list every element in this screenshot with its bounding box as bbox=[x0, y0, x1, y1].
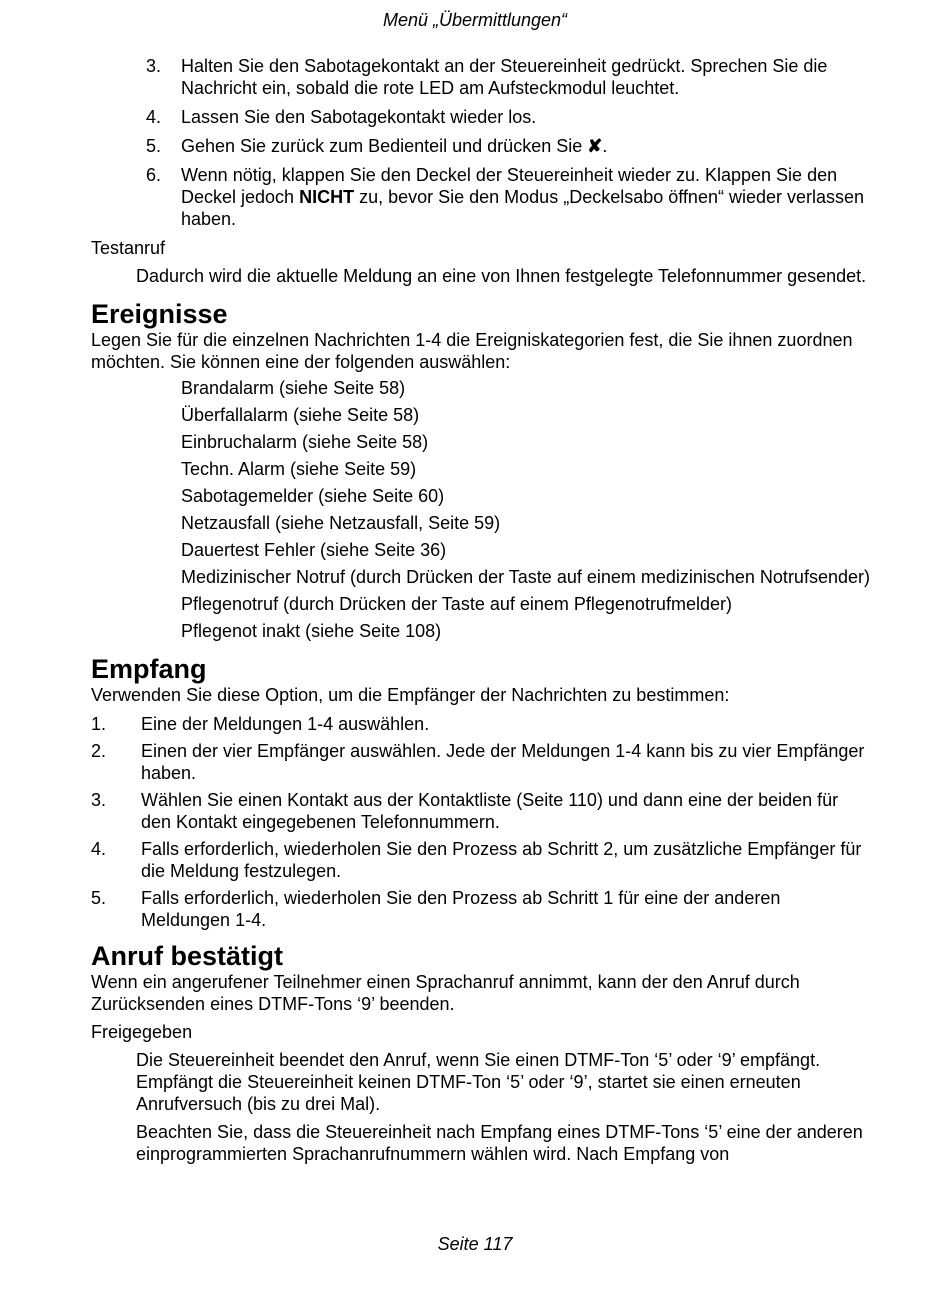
list-item: Brandalarm (siehe Seite 58) bbox=[181, 378, 406, 398]
step-text: Lassen Sie den Sabotagekontakt wieder los. bbox=[181, 107, 537, 127]
step-text: Gehen Sie zurück zum Bedienteil und drücken Sie bbox=[181, 136, 588, 156]
list-item bbox=[91, 887, 871, 931]
step-number: 5. bbox=[91, 888, 107, 908]
list-item: Pflegenot inakt (siehe Seite 108) bbox=[181, 621, 442, 641]
step-text-end: . bbox=[602, 136, 608, 156]
list-item: Medizinischer Notruf (durch Drücken der Taste auf einem medizinischen Notrufsender) bbox=[181, 567, 870, 587]
testanruf-description: Dadurch wird die aktuelle Meldung an eine von Ihnen festgelegte Telefonnummer gesendet. bbox=[136, 266, 867, 286]
step-text: Falls erforderlich, wiederholen Sie den Prozess ab Schritt 2, um zusätzliche Empfänger für die Meldung festzulegen. bbox=[141, 839, 862, 881]
page-footer: Seite 117 bbox=[437, 1234, 513, 1254]
list-item bbox=[91, 106, 871, 128]
heading-anruf-bestaetigt: Anruf bestätigt bbox=[91, 941, 283, 971]
freigegeben-description-1: Die Steuereinheit beendet den Anruf, wenn Sie einen DTMF-Ton ‘5’ oder ‘9’ empfängt. Empfängt die Steuereinheit keinen DTMF-Ton ‘5’ oder ‘9’, startet sie einen erneuten Anrufversuch (bis zu drei Mal). bbox=[136, 1050, 821, 1114]
step-text-bold: NICHT bbox=[299, 187, 355, 207]
step-number: 4. bbox=[91, 839, 107, 859]
list-item bbox=[91, 164, 871, 230]
list-item bbox=[91, 838, 871, 882]
step-text: Einen der vier Empfänger auswählen. Jede der Meldungen 1-4 kann bis zu vier Empfänger haben. bbox=[141, 741, 865, 783]
step-text: Wählen Sie einen Kontakt aus der Kontaktliste (Seite 110) und dann eine der beiden für den Kontakt eingegebenen Telefonnummern. bbox=[141, 790, 839, 832]
heading-ereignisse: Ereignisse bbox=[91, 299, 228, 329]
list-item bbox=[91, 789, 871, 833]
list-item: Techn. Alarm (siehe Seite 59) bbox=[181, 459, 417, 479]
anruf-intro: Wenn ein angerufener Teilnehmer einen Sprachanruf annimmt, kann der den Anruf durch Zurücksenden eines DTMF-Tons ‘9’ beenden. bbox=[91, 972, 800, 1014]
list-item: Pflegenotruf (durch Drücken der Taste auf einem Pflegenotrufmelder) bbox=[181, 594, 732, 614]
term-testanruf: Testanruf bbox=[91, 238, 166, 258]
step-number: 4. bbox=[146, 107, 162, 127]
list-item: Dauertest Fehler (siehe Seite 36) bbox=[181, 540, 447, 560]
list-item: Netzausfall (siehe Netzausfall, Seite 59) bbox=[181, 513, 501, 533]
empfang-steps-list bbox=[91, 713, 871, 931]
step-text: Falls erforderlich, wiederholen Sie den Prozess ab Schritt 1 für eine der anderen Meldungen 1-4. bbox=[141, 888, 781, 930]
step-number: 5. bbox=[146, 136, 162, 156]
step-text-end: zu, bevor Sie den Modus „Deckelsabo öffnen“ wieder verlassen haben. bbox=[181, 187, 865, 229]
step-number: 2. bbox=[91, 741, 107, 761]
step-number: 6. bbox=[146, 165, 162, 185]
page-content bbox=[91, 55, 871, 1165]
steps-list-top bbox=[91, 55, 871, 230]
event-category-list bbox=[91, 377, 871, 642]
list-item: Sabotagemelder (siehe Seite 60) bbox=[181, 486, 445, 506]
freigegeben-description-2: Beachten Sie, dass die Steuereinheit nach Empfang eines DTMF-Tons ‘5’ eine der anderen einprogrammierten Sprachanrufnummern wählen wird. Nach Empfang von bbox=[136, 1122, 863, 1164]
empfang-intro: Verwenden Sie diese Option, um die Empfänger der Nachrichten zu bestimmen: bbox=[91, 685, 730, 705]
list-item bbox=[91, 135, 871, 157]
step-text: Wenn nötig, klappen Sie den Deckel der Steuereinheit wieder zu. Klappen Sie den Deckel jedoch bbox=[181, 165, 838, 207]
ereignisse-intro: Legen Sie für die einzelnen Nachrichten 1-4 die Ereigniskategorien fest, die Sie ihnen zuordnen möchten. Sie können eine der folgenden auswählen: bbox=[91, 330, 853, 372]
step-number: 1. bbox=[91, 714, 107, 734]
list-item bbox=[91, 740, 871, 784]
step-number: 3. bbox=[146, 56, 162, 76]
step-text: Eine der Meldungen 1-4 auswählen. bbox=[141, 714, 430, 734]
list-item: Einbruchalarm (siehe Seite 58) bbox=[181, 432, 429, 452]
step-text: Halten Sie den Sabotagekontakt an der Steuereinheit gedrückt. Sprechen Sie die Nachricht ein, sobald die rote LED am Aufsteckmodul leuchtet. bbox=[181, 56, 828, 98]
list-item: Überfallalarm (siehe Seite 58) bbox=[181, 405, 420, 425]
term-freigegeben: Freigegeben bbox=[91, 1022, 193, 1042]
step-number: 3. bbox=[91, 790, 107, 810]
heading-empfang: Empfang bbox=[91, 654, 207, 684]
cross-icon: ✘ bbox=[587, 136, 603, 156]
list-item bbox=[91, 55, 871, 99]
page-header: Menü „Übermittlungen“ bbox=[382, 10, 568, 30]
list-item bbox=[91, 713, 871, 735]
